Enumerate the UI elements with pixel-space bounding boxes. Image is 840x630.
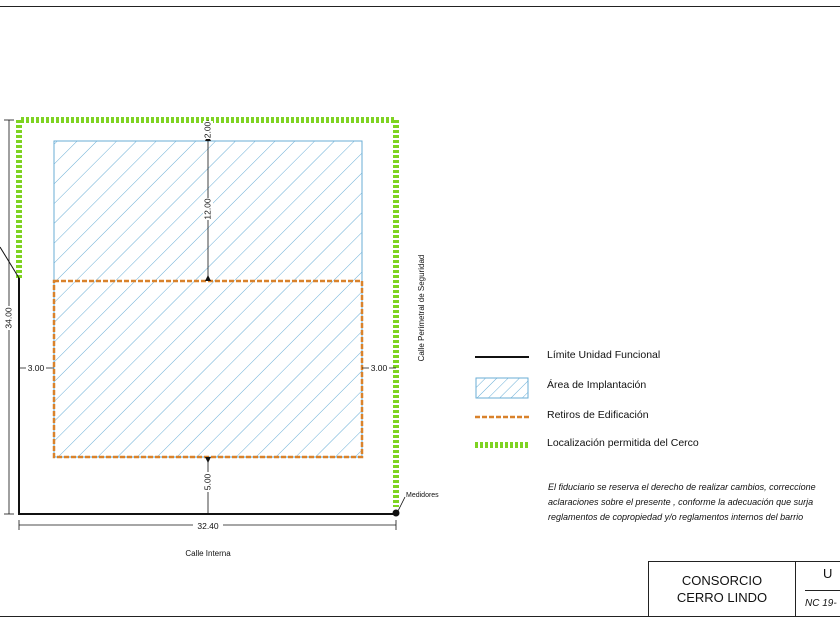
unit-code-small: NC 19- (805, 598, 837, 609)
dim-front-label: 32.40 (197, 521, 219, 531)
dim-depth-label: 34.00 (3, 307, 14, 329)
dim-right-label: 3.00 (370, 363, 388, 373)
meters-leader (398, 497, 405, 511)
unit-code-big: U (823, 566, 833, 581)
meters-label: Medidores (406, 492, 439, 499)
legend-item-setback (475, 407, 840, 427)
legend-label: Localización permitida del Cerco (547, 437, 699, 449)
hatched-area-icon (475, 377, 531, 399)
legend-item-fence (475, 435, 840, 455)
unit-code-cell (805, 562, 840, 617)
legend-item-boundary (475, 347, 840, 367)
legend-label: Retiros de Edificación (547, 409, 649, 421)
dim-left-label: 3.00 (27, 363, 45, 373)
consortium-name (649, 562, 796, 617)
title-block (648, 561, 840, 617)
setback-dashed-line-icon (475, 407, 531, 427)
consortium-name-line-1: CONSORCIO (681, 573, 763, 588)
disclaimer-line-3: reglamentos de copropiedad y/o reglamentos internos del barrio (548, 512, 804, 522)
consortium-name-line-2: CERRO LINDO (676, 590, 768, 605)
dim-bottom-label: 5.00 (202, 473, 213, 491)
legend-label: Límite Unidad Funcional (547, 349, 661, 361)
boundary-line-icon (475, 347, 531, 367)
disclaimer-line-1: El fiduciario se reserva el derecho de realizar cambios, correccione (548, 482, 816, 492)
legend-label: Área de Implantación (547, 379, 647, 391)
street-right-label: Calle Perimetral de Seguridad (417, 254, 427, 362)
title-block-divider (805, 590, 840, 591)
dim-top-label: 2.00 (202, 121, 213, 139)
dim-mid-label: 12.00 (202, 198, 213, 220)
disclaimer-line-2: aclaraciones sobre el presente , conforme la adecuación que surja (548, 497, 814, 507)
street-bottom-label: Calle Interna (185, 549, 231, 558)
fence-dotted-line-icon (475, 435, 531, 455)
legend-item-implantation (475, 377, 840, 397)
